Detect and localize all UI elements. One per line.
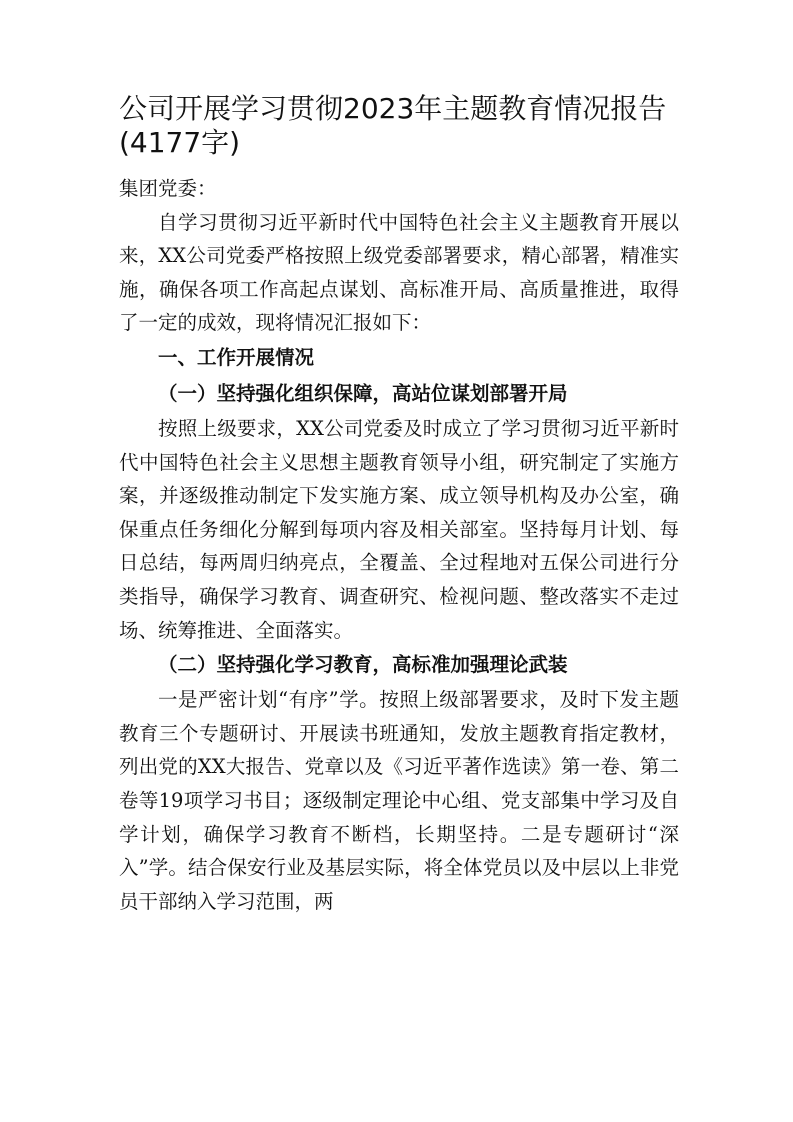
- subsection-heading-study: （二）坚持强化学习教育，高标准加强理论武装: [158, 653, 568, 677]
- salutation: 集团党委：: [119, 177, 217, 200]
- document-title: 公司开展学习贯彻2023年主题教育情况报告(4177字): [119, 92, 667, 159]
- section-heading-work-progress: 一、工作开展情况: [158, 345, 315, 369]
- document-page: [119, 92, 679, 918]
- intro-paragraph: 自学习贯彻习近平新时代中国特色社会主义主题教育开展以来，XX公司党委严格按照上级党委部署要求，精心部署，精准实施，确保各项工作高起点谋划、高标准开局、高质量推进，取得了一定的成效，现将情况汇报如下：: [119, 210, 679, 335]
- subsection-body-organization: 按照上级要求，XX公司党委及时成立了学习贯彻习近平新时代中国特色社会主义思想主题教育领导小组，研究制定了实施方案，并逐级推动制定下发实施方案、成立领导机构及办公室，确保重点任务细化分解到每项内容及相关部室。坚持每月计划、每日总结，每两周归纳亮点，全覆盖、全过程地对五保公司进行分类指导，确保学习教育、调查研究、检视问题、整改落实不走过场、统筹推进、全面落实。: [119, 416, 679, 642]
- subsection-heading-organization: （一）坚持强化组织保障，高站位谋划部署开局: [158, 381, 568, 405]
- subsection-body-study: 一是严密计划“有序”学。按照上级部署要求，及时下发主题教育三个专题研讨、开展读书班通知，发放主题教育指定教材，列出党的XX大报告、党章以及《习近平著作选读》第一卷、第二卷等19项学习书目；逐级制定理论中心组、党支部集中学习及自学计划，确保学习教育不断档，长期坚持。二是专题研讨“深入”学。结合保安行业及基层实际，将全体党员以及中层以上非党员干部纳入学习范围，两: [119, 688, 679, 913]
